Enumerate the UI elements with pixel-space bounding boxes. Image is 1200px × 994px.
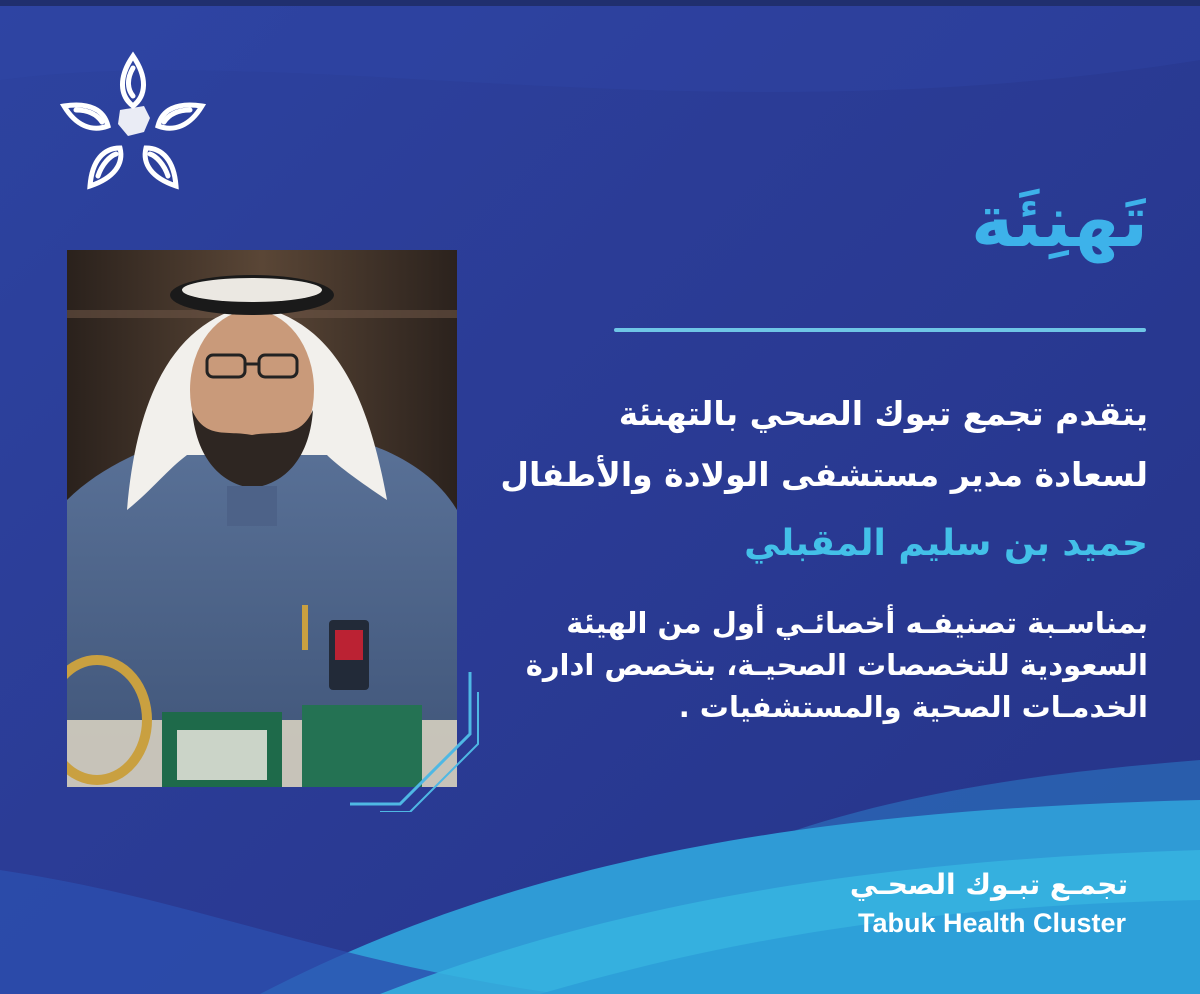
honoree-name: حميد بن سليم المقبلي bbox=[744, 523, 1148, 564]
divider-rule bbox=[614, 328, 1146, 332]
organization-name-english: Tabuk Health Cluster bbox=[858, 908, 1127, 938]
saudi-health-star-logo-icon bbox=[58, 48, 208, 193]
organization-name-arabic: تجمـع تبـوك الصحـي bbox=[849, 868, 1128, 901]
announcement-line-1: يتقدم تجمع تبوك الصحي بالتهنئة bbox=[618, 394, 1148, 433]
photo-frame-accent bbox=[350, 672, 480, 812]
occasion-paragraph: بمناسـبة تصنيفـه أخصائـي أول من الهيئة السعودية للتخصصات الصحيـة، بتخصص ادارة الخدمـات الصحية والمستشفيات . bbox=[525, 606, 1148, 725]
headline-title: تَهنِئَة bbox=[970, 179, 1148, 263]
announcement-line-2: لسعادة مدير مستشفى الولادة والأطفال bbox=[500, 455, 1148, 494]
